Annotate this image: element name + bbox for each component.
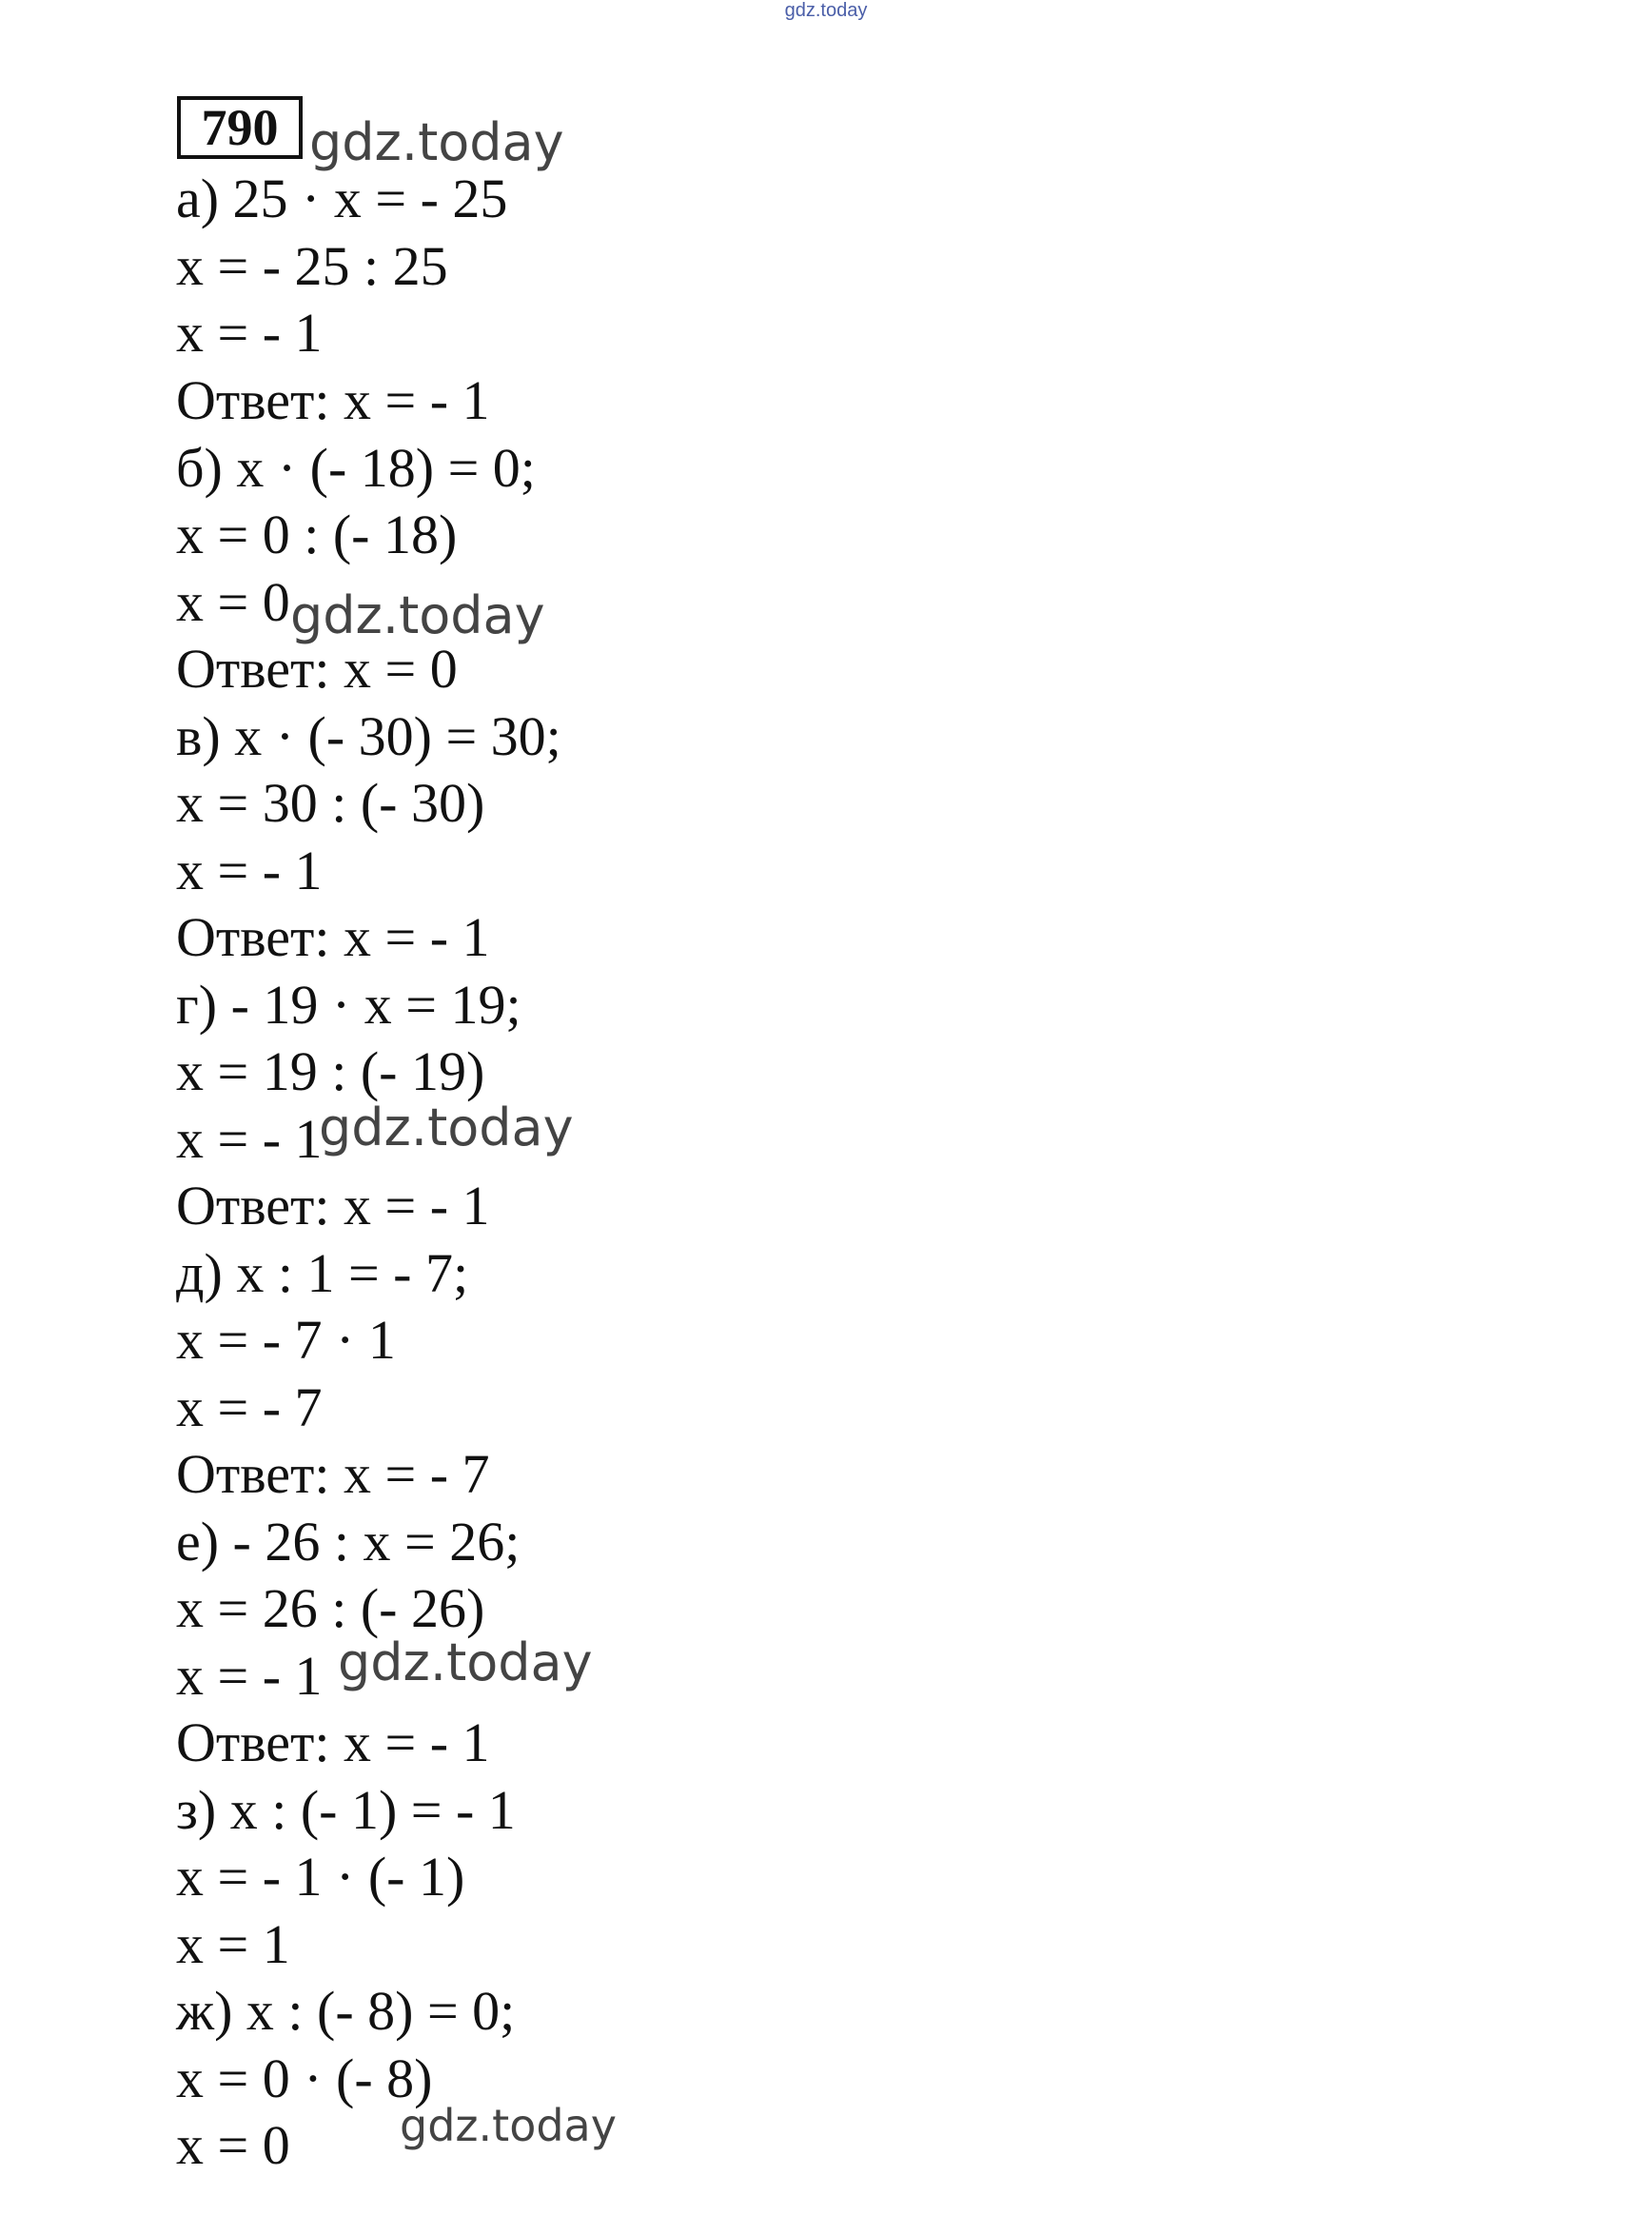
solution-line: Ответ: x = - 1 (176, 1175, 490, 1236)
solution-line: x = 30 : (- 30) (176, 772, 485, 834)
solution-line: ж) x : (- 8) = 0; (176, 1980, 516, 2042)
solution-line: x = 0 : (- 18) (176, 504, 458, 565)
solution-line: x = - 25 : 25 (176, 235, 448, 297)
solution-line: x = - 1 (176, 302, 323, 364)
solution-line: Ответ: x = - 7 (176, 1443, 490, 1505)
watermark: gdz.today (319, 1098, 574, 1157)
solution-line: x = - 7 · 1 (176, 1309, 396, 1371)
solution-line: x = 0 (176, 571, 290, 633)
solution-line: Ответ: x = - 1 (176, 1711, 490, 1773)
watermark: gdz.today (400, 2100, 617, 2151)
solution-line: x = - 1 · (- 1) (176, 1846, 465, 1908)
watermark: gdz.today (338, 1632, 593, 1692)
watermark: gdz.today (290, 585, 545, 645)
solution-line: в) x · (- 30) = 30; (176, 705, 561, 767)
solution-line: x = - 1 (176, 840, 323, 901)
solution-line: x = 19 : (- 19) (176, 1040, 485, 1102)
solution-line: x = 1 (176, 1913, 290, 1975)
solution-line: з) x : (- 1) = - 1 (176, 1779, 516, 1841)
solution-line: x = 26 : (- 26) (176, 1577, 485, 1639)
solution-line: е) - 26 : x = 26; (176, 1511, 521, 1572)
solution-line: г) - 19 · x = 19; (176, 974, 521, 1036)
watermark: gdz.today (309, 112, 564, 172)
solution-line: x = - 1 (176, 1108, 323, 1170)
solution-line: x = 0 · (- 8) (176, 2047, 433, 2109)
solution-line: Ответ: x = - 1 (176, 906, 490, 968)
solution-line: x = - 1 (176, 1645, 323, 1707)
solution-line: x = 0 (176, 2114, 290, 2176)
solution-line: д) x : 1 = - 7; (176, 1242, 469, 1304)
solution-line: x = - 7 (176, 1376, 323, 1438)
top-watermark: gdz.today (784, 0, 868, 21)
problem-number-box: 790 (177, 96, 303, 159)
solution-line: а) 25 · x = - 25 (176, 168, 508, 229)
solution-line: б) x · (- 18) = 0; (176, 437, 536, 499)
solution-line: Ответ: x = 0 (176, 638, 458, 700)
solution-line: Ответ: x = - 1 (176, 369, 490, 431)
